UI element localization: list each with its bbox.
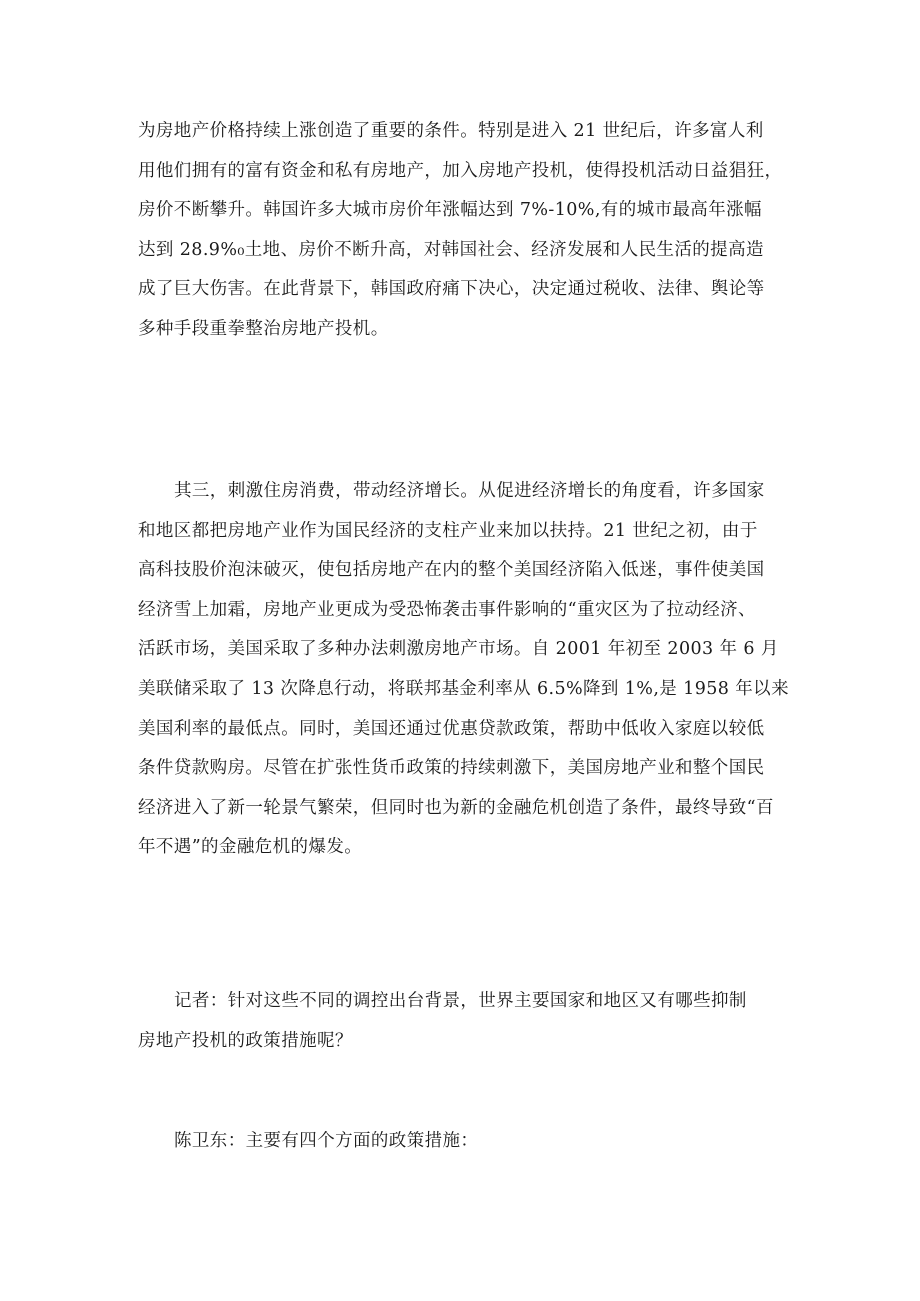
text-line: 美国利率的最低点。同时，美国还通过优惠贷款政策，帮助中低收入家庭以较低 [138, 718, 765, 739]
text-line: 为房地产价格持续上涨创造了重要的条件。特别是进入 21 世纪后，许多富人利 [138, 121, 764, 141]
text-line: 高科技股价泡沫破灭，使包括房地产在内的整个美国经济陷入低迷，事件使美国 [138, 560, 765, 581]
text-line: 其三，刺激住房消费，带动经济增长。从促进经济增长的角度看，许多国家 [174, 481, 765, 501]
text-line: 达到 28.9%₀土地、房价不断升高，对韩国社会、经济发展和人民生活的提高造 [138, 239, 764, 260]
text-line: 条件贷款购房。尽管在扩张性货币政策的持续刺激下，美国房地产业和整个国民 [138, 758, 765, 779]
paragraph-answer-intro [138, 1122, 798, 1162]
paragraph-reporter-question [138, 982, 798, 1061]
text-line: 房地产投机的政策措施呢？ [138, 1030, 353, 1051]
text-line: 美联储采取了 13 次降息行动，将联邦基金利率从 6.5%降到 1%,是 1958 年以来 [138, 678, 789, 699]
text-line: 记者：针对这些不同的调控出台背景，世界主要国家和地区又有哪些抑制 [174, 991, 747, 1011]
paragraph-korea-speculation [138, 112, 798, 350]
text-line: 经济雪上加霜，房地产业更成为受恐怖袭击事件影响的“重灾区为了拉动经济、 [138, 599, 756, 620]
text-line: 活跃市场，美国采取了多种办法刺激房地产市场。自 2001 年初至 2003 年 6 月 [138, 639, 779, 660]
text-line: 多种手段重拳整治房地产投机。 [138, 318, 389, 339]
text-line: 成了巨大伤害。在此背景下，韩国政府痛下决心，决定通过税收、法律、舆论等 [138, 279, 765, 300]
text-line: 和地区都把房地产业作为国民经济的支柱产业来加以扶持。21 世纪之初，由于 [138, 520, 758, 541]
text-line: 房价不断攀升。韩国许多大城市房价年涨幅达到 7%-10%,有的城市最高年涨幅 [138, 200, 762, 221]
paragraph-us-stimulus [138, 472, 798, 868]
text-line: 用他们拥有的富有资金和私有房地产，加入房地产投机，使得投机活动日益猖狂， [138, 160, 783, 181]
text-line: 年不遇”的金融危机的爆发。 [138, 837, 363, 858]
text-line: 陈卫东：主要有四个方面的政策措施： [174, 1131, 479, 1151]
text-line: 经济进入了新一轮景气繁荣，但同时也为新的金融危机创造了条件，最终导致“百 [138, 797, 774, 818]
